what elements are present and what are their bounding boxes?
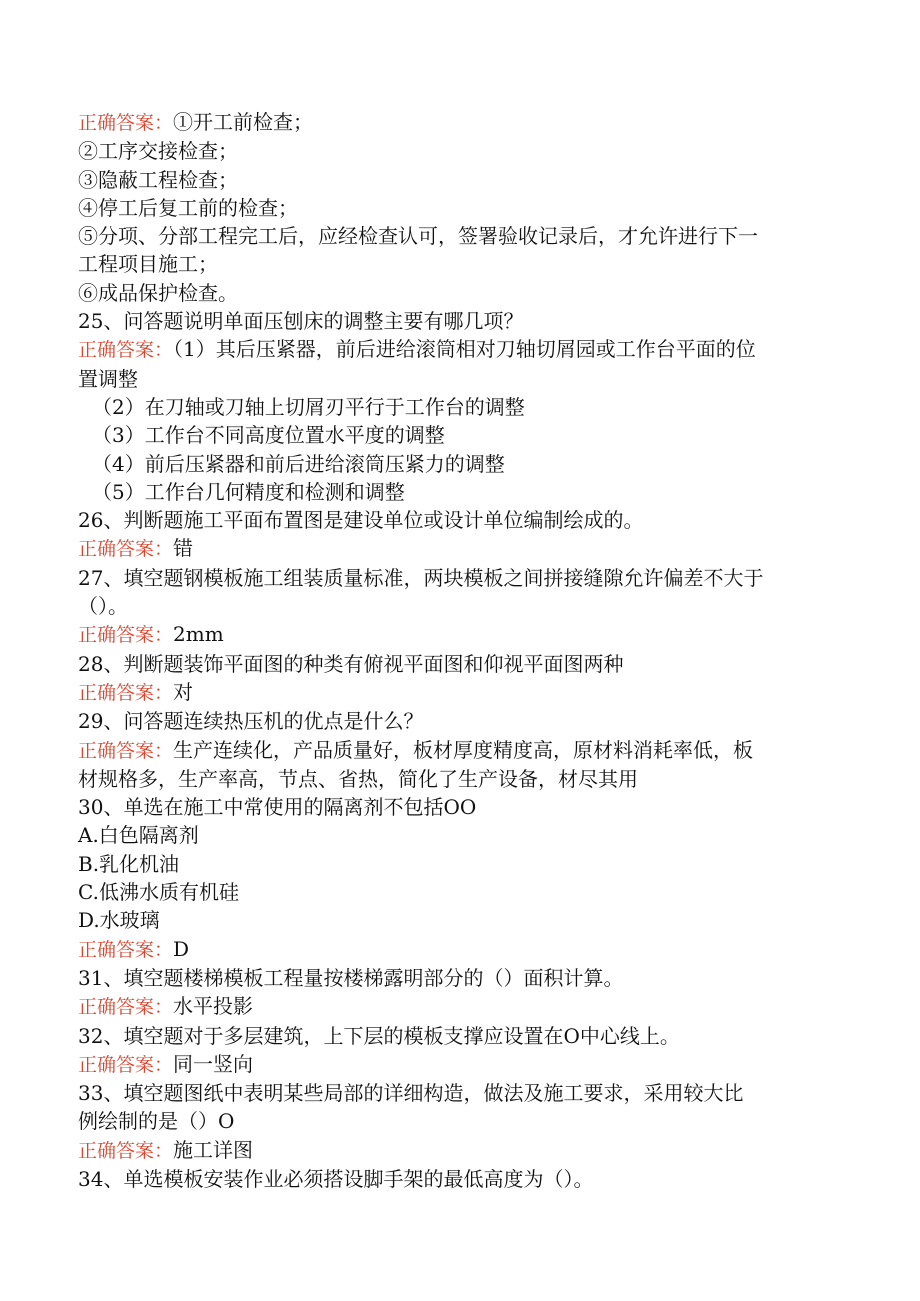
answer-line xyxy=(78,935,848,964)
question-34: 34、单选模板安装作业必须搭设脚手架的最低高度为（）。 xyxy=(78,1166,594,1191)
answer-label: 正确答案： xyxy=(78,1139,174,1162)
answer-item: ⑥成品保护检查。 xyxy=(78,280,238,305)
answer-label: 正确答案： xyxy=(78,1053,174,1076)
answer-label: 正确答案： xyxy=(78,339,174,362)
answer-text: 同一竖向 xyxy=(173,1051,254,1076)
answer-item: （4）前后压紧器和前后进给滚筒压紧力的调整 xyxy=(92,451,505,476)
option-c: C.低沸水质有机硅 xyxy=(78,880,239,905)
question-27-cont: （）。 xyxy=(78,594,128,619)
option-b: B.乳化机油 xyxy=(78,851,180,876)
answer-item: （3）工作台不同高度位置水平度的调整 xyxy=(92,423,445,448)
answer-line xyxy=(78,620,848,649)
option-a: A.白色隔离剂 xyxy=(78,823,199,848)
answer-text: 2mm xyxy=(173,622,224,647)
question-28: 28、判断题装饰平面图的种类有俯视平面图和仰视平面图两种 xyxy=(78,651,624,676)
question-32: 32、填空题对于多层建筑，上下层的模板支撑应设置在O中心线上。 xyxy=(78,1023,680,1048)
answer-item: （5）工作台几何精度和检测和调整 xyxy=(92,479,405,504)
question-29: 29、问答题连续热压机的优点是什么？ xyxy=(78,709,424,734)
answer-line xyxy=(78,1050,848,1079)
answer-label: 正确答案： xyxy=(78,938,174,961)
answer-continuation: 置调整 xyxy=(78,366,138,391)
answer-line xyxy=(78,736,848,765)
question-33: 33、填空题图纸中表明某些局部的详细构造，做法及施工要求，采用较大比 xyxy=(78,1081,744,1106)
answer-line xyxy=(78,108,848,137)
answer-item: ②工序交接检查； xyxy=(78,139,238,164)
answer-line xyxy=(78,1136,848,1165)
answer-text: 对 xyxy=(173,679,194,704)
option-d: D.水玻璃 xyxy=(78,908,160,933)
answer-label: 正确答案： xyxy=(78,996,174,1019)
question-31: 31、填空题楼梯模板工程量按楼梯露明部分的（）面积计算。 xyxy=(78,965,624,990)
answer-label: 正确答案： xyxy=(78,112,174,134)
answer-text: ①开工前检查； xyxy=(173,110,314,134)
answer-label: 正确答案： xyxy=(78,739,174,762)
answer-text: 水平投影 xyxy=(173,994,254,1019)
question-26: 26、判断题施工平面布置图是建设单位或设计单位编制绘成的。 xyxy=(78,508,644,533)
answer-line xyxy=(78,678,848,707)
answer-line xyxy=(78,992,848,1021)
answer-text: （1）其后压紧器，前后进给滚筒相对刀轴切屑园或工作台平面的位 xyxy=(173,337,756,362)
answer-label: 正确答案： xyxy=(78,538,174,561)
answer-text: 错 xyxy=(173,536,194,561)
answer-text: D xyxy=(173,936,190,961)
document-page xyxy=(78,108,848,1193)
answer-item: 工程项目施工； xyxy=(78,252,218,277)
answer-label: 正确答案： xyxy=(78,624,174,647)
answer-text: 生产连续化，产品质量好，板材厚度精度高，原材料消耗率低，板 xyxy=(173,737,754,762)
answer-continuation: 材规格多，生产率高，节点、省热，简化了生产设备，材尽其用 xyxy=(78,766,638,791)
question-27: 27、填空题钢模板施工组装质量标准，两块模板之间拼接缝隙允许偏差不大于 xyxy=(78,565,764,590)
answer-item: ③隐蔽工程检查； xyxy=(78,167,238,192)
answer-item: ④停工后复工前的检查； xyxy=(78,195,298,220)
question-30: 30、单选在施工中常使用的隔离剂不包括OO xyxy=(78,795,477,820)
answer-line xyxy=(78,534,848,563)
answer-item: （2）在刀轴或刀轴上切屑刃平行于工作台的调整 xyxy=(92,394,525,419)
answer-text: 施工详图 xyxy=(173,1137,254,1162)
question-33-cont: 例绘制的是（）O xyxy=(78,1109,235,1134)
answer-label: 正确答案： xyxy=(78,681,174,704)
question-25: 25、问答题说明单面压刨床的调整主要有哪几项？ xyxy=(78,309,524,334)
answer-item: ⑤分项、分部工程完工后，应经检查认可，签署验收记录后，才允许进行下一 xyxy=(78,224,758,249)
answer-line xyxy=(78,335,848,364)
